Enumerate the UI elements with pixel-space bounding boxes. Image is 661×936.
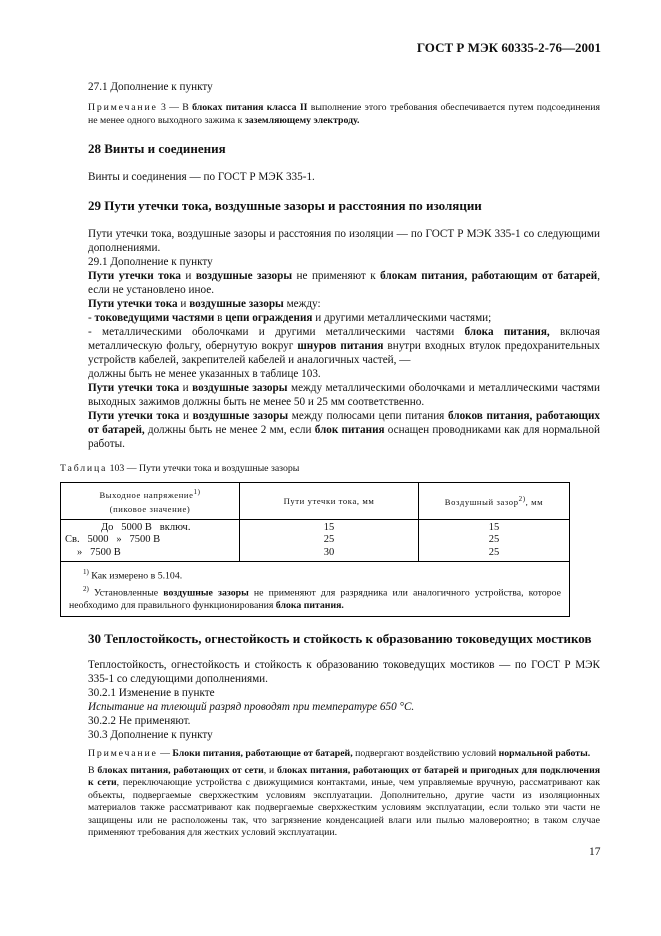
- footnote-1: $^{1)}$ Как измерено в 5.104.: [83, 568, 183, 582]
- clause-30-2-1-text: Испытание на тлеющий разряд проводят при температуре 650 °С.: [88, 701, 415, 714]
- running-header: ГОСТ Р МЭК 60335-2-76—2001: [416, 40, 601, 55]
- note-30-a: Примечание — Блоки питания, работающие от батарей, подвергают воздействию условий нормальной работы.: [88, 748, 591, 760]
- clause-27-1: 27.1 Дополнение к пункту: [88, 81, 213, 93]
- clearance-cell: 15 25 25: [419, 519, 570, 562]
- note-30-b: В блоках питания, работающих от сети, и блоках питания, работающих от батарей и пригодных для подключения к сети, переключающие устройства с движущимися контактами, иные, чем управляемые вручную, рассматривают как объекты, подвергаемые сверхжестким условиям эксплуатации. Дополнительно, другие части из изоляционных материалов также рассматривают как подвергаемые сверхжестким условиям эксплуатации, если только эти части не защищены или не расположены так, что загрязнение конденсацией влаги или пылью маловероятно; в таком случае применяют требования для жестких условий эксплуатации.: [88, 764, 601, 839]
- clause-30-intro: Теплостойкость, огнестойкость и стойкость к образованию токоведущих мостиков — по ГОСТ Р МЭК 335-1 со следующими дополнениями.: [88, 659, 600, 686]
- clause-29-1-d: - металлическими оболочками и другими металлическими частями блока питания, включая металлическую фольгу, обернутую вокруг шнуров питания внутри входных втулок предохранительных устройств кабелей, закрепителей кабелей и аналогичных частей, —: [88, 326, 600, 366]
- clause-29-1-g: Пути утечки тока и воздушные зазоры между полюсами цепи питания блоков питания, работающих от батарей, должны быть не менее 2 мм, если блок питания оснащен проводниками как для нормальной работы.: [88, 410, 600, 450]
- page-body: [60, 80, 601, 840]
- clause-30-2-1: 30.2.1 Изменение в пункте: [88, 687, 215, 700]
- table-header-row: [61, 482, 570, 519]
- page-number: 17: [589, 846, 601, 858]
- col-voltage-header: Выходное напряжение$^{1)}$ (пиковое значение): [61, 482, 240, 519]
- clause-28: Винты и соединения — по ГОСТ Р МЭК 335-1.: [88, 171, 315, 183]
- clause-30-2-2: 30.2.2 Не применяют.: [88, 715, 191, 728]
- clearance-table: [60, 482, 570, 618]
- creepage-cell: 15 25 30: [240, 519, 419, 562]
- clause-29-1-c: - токоведущими частями в цепи ограждения и другими металлическими частями;: [88, 312, 492, 324]
- clause-29-1-f: Пути утечки тока и воздушные зазоры между металлическими оболочками и металлическими частями выходных зажимов должны быть не менее 50 и 25 мм соответственно.: [88, 382, 600, 408]
- note-27: Примечание 3 — В блоках питания класса II выполнение этого требования обеспечивается путем подсоединения не менее одного выходного зажима к заземляющему электроду.: [88, 102, 601, 126]
- footnote-2: $^{2)}$ Установленные воздушные зазоры не применяют для разрядника или аналогичного устройства, которое необходимо для правильного функционирования блока питания.: [69, 584, 561, 611]
- table-footnotes-row: [61, 562, 570, 617]
- clause-30-3: 30.3 Дополнение к пункту: [88, 729, 213, 742]
- clause-29-1-e: должны быть не менее указанных в таблице 103.: [88, 368, 321, 380]
- voltage-cell: До 5000 В включ. Св. 5000 » 7500 В » 7500 В: [61, 519, 240, 562]
- table-data-row: [61, 519, 570, 562]
- clause-29-1-b: Пути утечки тока и воздушные зазоры между:: [88, 298, 321, 310]
- table-caption: Таблица 103 — Пути утечки тока и воздушные зазоры: [60, 463, 300, 474]
- clause-29-1-a: Пути утечки тока и воздушные зазоры не применяют к блокам питания, работающим от батарей, если не установлено иное.: [88, 270, 600, 296]
- heading-29: 29 Пути утечки тока, воздушные зазоры и расстояния по изоляции: [88, 198, 482, 213]
- clause-29-1: 29.1 Дополнение к пункту: [88, 256, 213, 268]
- col-clearance-header: Воздушный зазор$^{2)}$, мм: [419, 482, 570, 519]
- clause-29-intro: Пути утечки тока, воздушные зазоры и расстояния по изоляции — по ГОСТ Р МЭК 335-1 со следующими дополнениями.: [88, 228, 600, 254]
- col-creepage-header: Пути утечки тока, мм: [240, 482, 419, 519]
- heading-30: 30 Теплостойкость, огнестойкость и стойкость к образованию токоведущих мостиков: [88, 631, 592, 647]
- heading-28: 28 Винты и соединения: [88, 141, 226, 156]
- table-footnotes: [61, 562, 570, 617]
